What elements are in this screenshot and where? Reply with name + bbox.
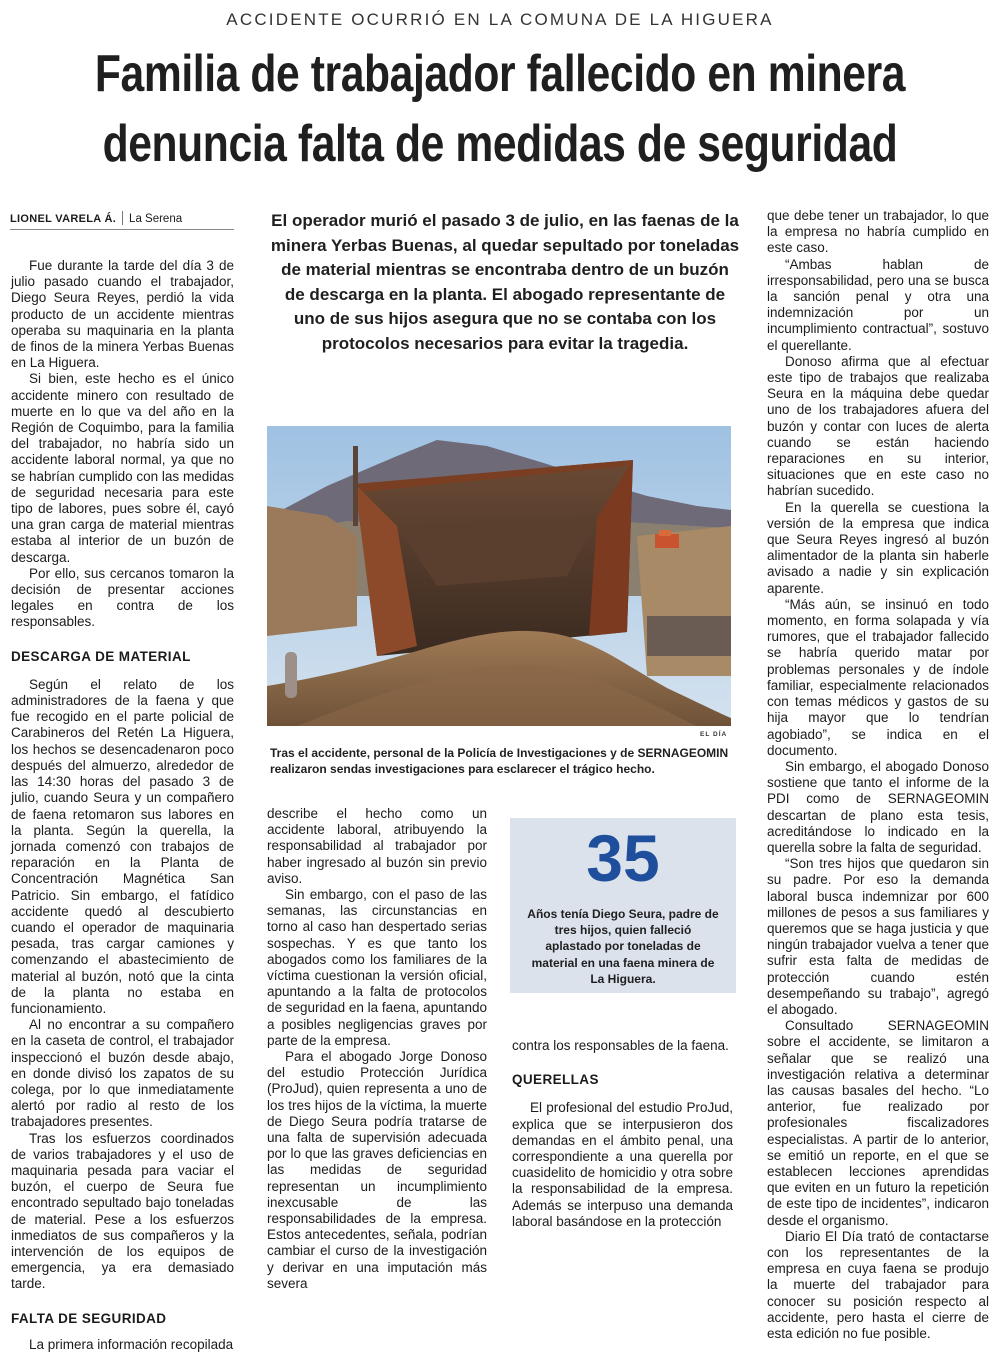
article-column-2 xyxy=(267,806,487,1291)
paragraph: describe el hecho como un accidente laboral, atribuyendo la responsabilidad al trabajador por haber ingresado al buzón sin previo aviso. xyxy=(267,806,487,886)
paragraph: “Son tres hijos que quedaron sin su padre. Por eso la demanda laboral busca indemnizar por 600 millones de pesos a sus familiares y queremos que se haga justicia y que ningún trabajador vuelva a tener que sufrir esta falta de medidas de protección cuando estén desempeñando su trabajo”, agregó el abogado. xyxy=(767,856,989,1017)
article-column-4 xyxy=(767,208,989,1342)
paragraph: Sin embargo, el abogado Donoso sostiene que tanto el informe de la PDI como de SERNAGEOMIN descartan de plano esta tesis, acreditándose lo indicado en la querella sobre la falta de seguridad. xyxy=(767,758,989,855)
byline-divider xyxy=(122,211,123,225)
paragraph: En la querella se cuestiona la versión de la empresa que indica que Seura Reyes ingresó al buzón alimentador de la planta sin haberle avisado a nadie y sin explicación aparente. xyxy=(767,499,989,596)
paragraph: Por ello, sus cercanos tomaron la decisión de presentar acciones legales en contra de los responsables. xyxy=(11,565,234,630)
paragraph: Sin embargo, con el paso de las semanas, las circunstancias en torno al caso han despertado serias sospechas. Y es que tanto los abogados como los familiares de la víctima cuestionan la versión oficial, apuntando a la falta de protocolos de seguridad en la faena, apuntando a posibles negligencias graves por parte de la empresa. xyxy=(267,887,487,1048)
paragraph: que debe tener un trabajador, lo que la empresa no habría cumplido en este caso. xyxy=(767,208,989,256)
paragraph: contra los responsables de la faena. xyxy=(512,1038,729,1053)
section-heading-descarga: DESCARGA DE MATERIAL xyxy=(11,648,191,664)
paragraph: Diario El Día trató de contactarse con los representantes de la empresa en cuya faena se produjo la muerte del trabajador para conocer su posición respecto al accidente, pero hasta el cierre de esta edición no fue posible. xyxy=(767,1228,989,1342)
article-column-1 xyxy=(11,258,234,1352)
paragraph: La primera información recopilada xyxy=(29,1336,234,1352)
paragraph: El profesional del estudio ProJud, explica que se interpusieron dos demandas en el ámbito penal, una correspondiente a una querella por cuasidelito de homicidio y otra sobre la responsabilidad de la empresa. Además se interpuso una demanda laboral basándose en la protección xyxy=(512,1100,733,1229)
paragraph: Al no encontrar a su compañero en la caseta de control, el trabajador inspeccionó el buzón desde abajo, en donde divisó los zapatos de su colega, por lo que inmediatamente alertó por radio al resto de los trabajadores presentes. xyxy=(11,1017,234,1130)
stat-number: 35 xyxy=(586,821,660,895)
paragraph: “Ambas hablan de irresponsabilidad, pero una se busca la sanción penal y otra una indemnización por un incumplimiento contractual”, sostuvo el querellante. xyxy=(767,256,989,353)
headline-line-1: Familia de trabajador fallecido en minera xyxy=(94,45,906,103)
paragraph: Tras los esfuerzos coordinados de varios trabajadores y el uso de maquinaria pesada para vaciar el buzón, el cuerpo de Seura fue encontrado sepultado bajo toneladas de material. Pese a los esfuerzos inmediatos de sus compañeros y la intervención de los equipos de emergencia, ya era demasiado tarde. xyxy=(11,1130,234,1292)
byline-author: LIONEL VARELA Á. xyxy=(10,213,117,225)
accident-photo xyxy=(267,426,731,726)
byline xyxy=(10,211,234,230)
section-heading-querellas: QUERELLAS xyxy=(512,1072,599,1088)
section-heading-falta: FALTA DE SEGURIDAD xyxy=(11,1310,167,1326)
stat-description: Años tenía Diego Seura, padre de tres hijos, quien falleció aplastado por toneladas de material en una faena minera de La Higuera. xyxy=(527,907,719,986)
photo-credit: EL DÍA xyxy=(700,731,728,738)
article-column-3 xyxy=(512,1038,733,1250)
photo-caption: Tras el accidente, personal de la Policía de Investigaciones y de SERNAGEOMIN realizaron sendas investigaciones para esclarecer el trágico hecho. xyxy=(270,746,729,776)
byline-place: La Serena xyxy=(129,213,183,225)
paragraph: Donoso afirma que al efectuar este tipo de trabajos que realizaba Seura en la máquina debe quedar uno de los trabajadores afuera del buzón y contar con luces de alerta cuando se están haciendo reparaciones en su interior, situaciones que en este caso no habrían sucedido. xyxy=(767,353,989,499)
paragraph: Para el abogado Jorge Donoso del estudio Protección Jurídica (ProJud), quien representa a uno de los tres hijos de la víctima, la muerte de Diego Seura podría tratarse de una falta de supervisión adecuada por lo que las graves deficiencias en las medidas de seguridad representan un incumplimiento inexcusable de las responsabilidades de la empresa. Estos antecedentes, señala, podrían cambiar el curso de la investigación y derivar en una imputación más severa xyxy=(267,1049,487,1291)
headline-line-2: denuncia falta de medidas de seguridad xyxy=(102,115,898,173)
paragraph: Consultado SERNAGEOMIN sobre el accidente, se limitaron a señalar que se realizó una investigación relativa a determinar las causas basales del hecho. “Lo anterior, fue realizado por profesionales fiscalizadores especialistas. A partir de lo anterior, se emitió un reporte, en el que se establecen lecciones aprendidas que eviten en un futuro la repetición de este tipo de incidentes”, indicaron desde el organismo. xyxy=(767,1018,989,1228)
deck: El operador murió el pasado 3 de julio, en las faenas de la minera Yerbas Buenas, al quedar sepultado por toneladas de material mientras se encontraba dentro de un buzón de descarga en la planta. El abogado representante de uno de sus hijos asegura que no se contaba con los protocolos necesarios para evitar la tragedia. xyxy=(270,211,740,353)
kicker: ACCIDENTE OCURRIÓ EN LA COMUNA DE LA HIGUERA xyxy=(226,10,774,29)
paragraph: “Más aún, se insinuó en todo momento, en forma solapada y vía rumores, que el trabajador fallecido se habría querido matar por problemas personales y de índole familiar, especialmente relacionados con temas médicos y gastos de su hija mayor que lo tendrían agobiado”, se indica en el documento. xyxy=(767,596,989,758)
stat-box xyxy=(510,818,736,993)
paragraph: Si bien, este hecho es el único accidente minero con resultado de muerte en lo que va del año en la Región de Coquimbo, para la familia del trabajador, no habría sido un accidente laboral normal, ya que no se habrían cumplido con las medidas de seguridad necesaria para este tipo de labores, pues sobre él, cayó una gran carga de material mientras estaba al interior de un buzón de descarga. xyxy=(11,371,234,565)
paragraph: Según el relato de los administradores de la faena y que fue recogido en el parte policial de Carabineros del Retén La Higuera, los hechos se desencadenaron poco después del almuerzo, alrededor de las 14:30 horas del pasado 3 de julio, cuando Seura y un compañero de faena retomaron sus labores en la planta. Según la querella, la jornada comenzó con trabajos de reparación en la Planta de Concentración Magnética San Patricio. Sin embargo, el fatídico accidente quedó al descubierto cuando el operador de maquinaria pesada, tras cargar camiones y comenzando el abastecimiento de material al buzón, notó que la cinta de la planta no estaba en funcionamiento. xyxy=(11,676,234,1016)
paragraph: Fue durante la tarde del día 3 de julio pasado cuando el trabajador, Diego Seura Reyes, perdió la vida producto de un accidente mientras operaba su maquinaria en la planta de finos de la minera Yerbas Buenas en La Higuera. xyxy=(11,258,234,371)
